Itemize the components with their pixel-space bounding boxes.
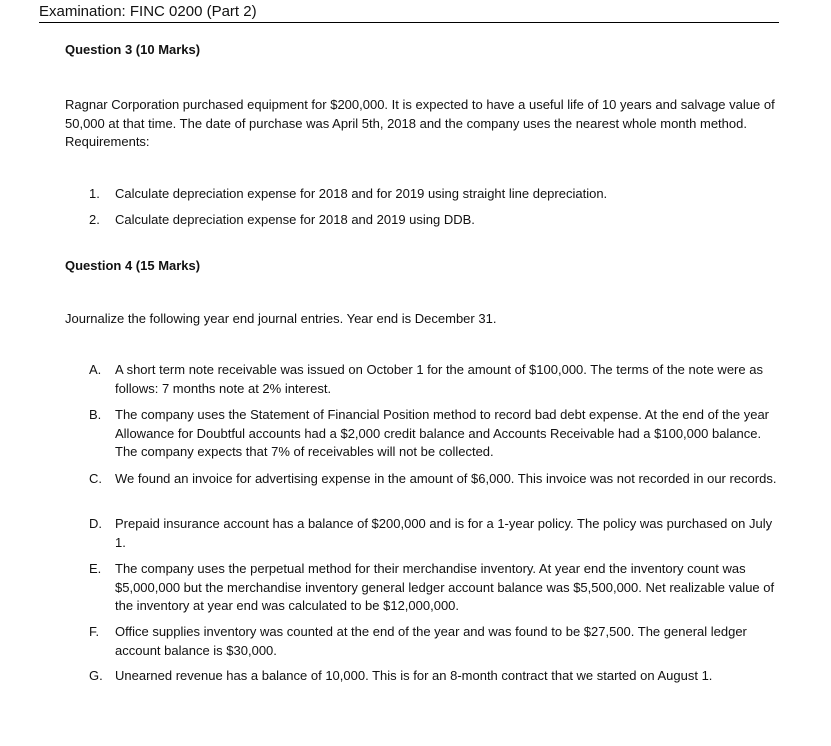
list-item-text: We found an invoice for advertising expense in the amount of $6,000. This invoice was not recorded in our records.	[115, 471, 777, 486]
q4-list-item-a	[89, 361, 779, 398]
list-marker: E.	[89, 561, 102, 576]
list-marker: 1.	[89, 186, 100, 201]
list-item-text: A short term note receivable was issued on October 1 for the amount of $100,000. The terms of the note were as follows: 7 months note at 2% interest.	[115, 362, 763, 396]
q4-list-item-e	[89, 560, 779, 616]
exam-title: Examination: FINC 0200 (Part 2)	[39, 3, 779, 23]
list-item-text: Prepaid insurance account has a balance of $200,000 and is for a 1-year policy. The policy was purchased on July 1.	[115, 516, 773, 550]
q4-list-item-g	[89, 667, 779, 686]
q4-list-item-c	[89, 470, 779, 489]
list-item-text: The company uses the perpetual method for their merchandise inventory. At year end the inventory count was $5,000,000 but the merchandise inventory general ledger account balance was $5,500,000. Net realizable value of the inventory at year end was calculated to be $12,000,000.	[115, 561, 775, 613]
q4-list-item-d	[89, 515, 779, 552]
list-marker: G.	[89, 668, 103, 683]
q4-list-item-f	[89, 623, 779, 660]
q3-list-item-2	[89, 211, 779, 230]
list-item-text: The company uses the Statement of Financial Position method to record bad debt expense. At the end of the year Allowance for Doubtful accounts had a $2,000 credit balance and Accounts Receivable had a $100,000 balance. The company expects that 7% of receivables will not be collected.	[115, 407, 770, 459]
list-item-text: Unearned revenue has a balance of 10,000. This is for an 8-month contract that we started on August 1.	[115, 668, 713, 683]
question-3-heading: Question 3 (10 Marks)	[65, 42, 201, 57]
list-marker: F.	[89, 624, 100, 639]
question-4-intro: Journalize the following year end journal entries. Year end is December 31.	[65, 311, 497, 326]
list-item-text: Office supplies inventory was counted at the end of the year and was found to be $27,500. The general ledger account balance is $30,000.	[115, 624, 747, 658]
q4-list-item-b	[89, 406, 779, 462]
question-3-intro: Ragnar Corporation purchased equipment for $200,000. It is expected to have a useful life of 10 years and salvage value of 50,000 at that time. The date of purchase was April 5th, 2018 and the company uses the nearest whole month method. Requirements:	[65, 97, 775, 149]
list-marker: A.	[89, 362, 102, 377]
list-item-text: Calculate depreciation expense for 2018 and 2019 using DDB.	[115, 212, 475, 227]
list-marker: D.	[89, 516, 102, 531]
q3-list-item-1	[89, 185, 779, 204]
question-4-heading: Question 4 (15 Marks)	[65, 258, 201, 273]
list-marker: C.	[89, 471, 102, 486]
list-item-text: Calculate depreciation expense for 2018 and for 2019 using straight line depreciation.	[115, 186, 608, 201]
list-marker: B.	[89, 407, 102, 422]
list-marker: 2.	[89, 212, 100, 227]
